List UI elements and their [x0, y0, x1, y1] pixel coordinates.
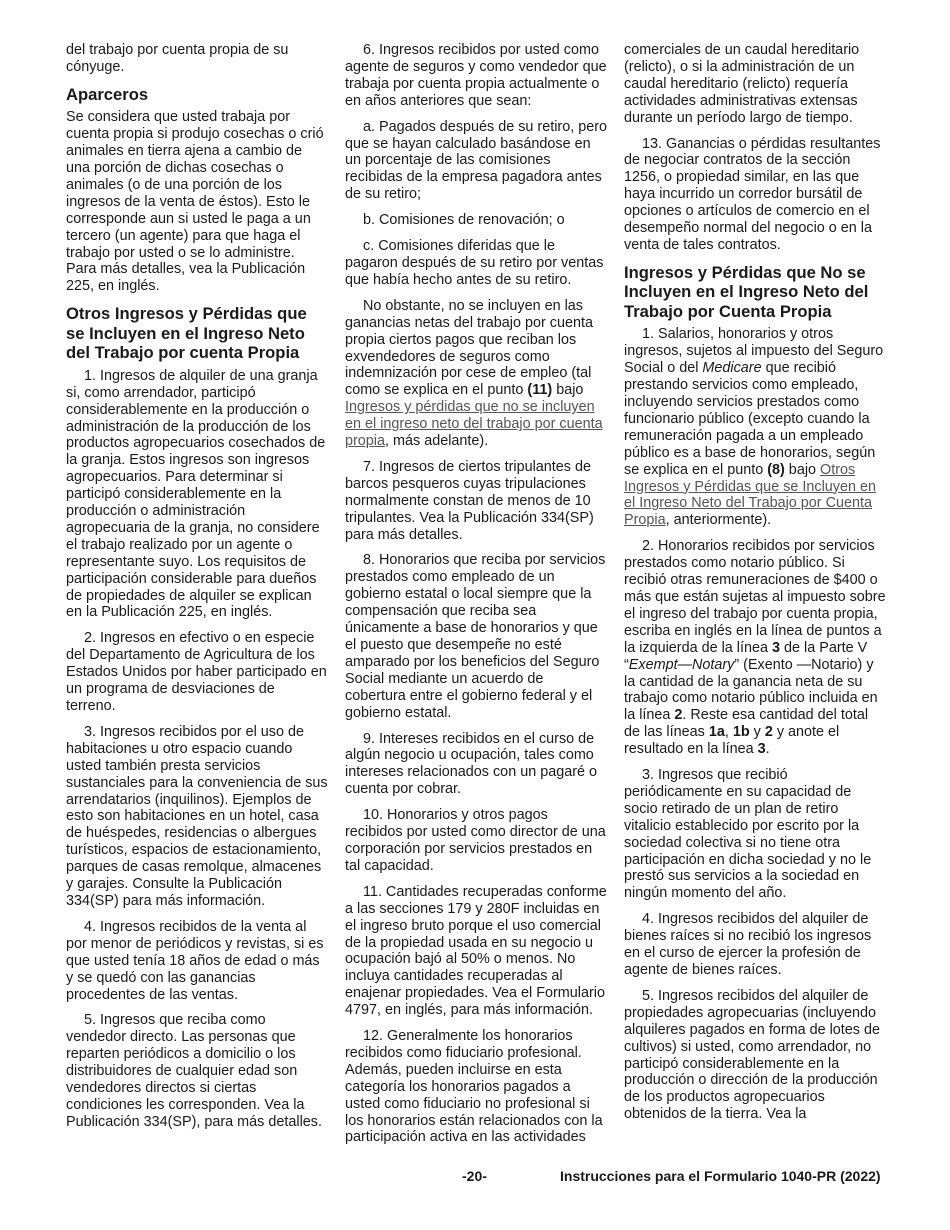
paragraph-item-6c: c. Comisiones diferidas que le pagaron después de su retiro por ventas que había hecho antes de su retiro.: [345, 238, 604, 288]
heading-aparceros: Aparceros: [66, 84, 149, 104]
link-ingresos-no-incluidos[interactable]: Ingresos y pérdidas que no se incluyen en el ingreso neto del trabajo por cuenta propia: [345, 399, 603, 450]
paragraph-item-6: 6. Ingresos recibidos por usted como agente de seguros y como vendedor que trabaja por cuenta propia actualmente o en años anteriores que sean:: [345, 42, 607, 109]
paragraph-item-4: 4. Ingresos recibidos de la venta al por menor de periódicos y revistas, si es que usted tenía 18 años de edad o más y se quedó con las ganancias procedentes de las ventas.: [66, 918, 324, 1003]
line-ref-bold: 1a: [708, 724, 725, 741]
page-number: -20-: [462, 1168, 487, 1184]
heading-otros-ingresos: Otros Ingresos y Pérdidas que se Incluyen en el Ingreso Neto del Trabajo por cuenta Propia: [66, 304, 307, 363]
paragraph-item-3: 3. Ingresos recibidos por el uso de habitaciones u otro espacio cuando usted también presta servicios sustanciales para la conveniencia de sus arrendatarios (inquilinos). Ejemplos de esto son habitaciones en un hotel, casa de huéspedes, residencias o albergues turísticos, espacios de estacionamiento, parques de casas remolque, almacenes y garajes. Consulte la Publicación 334(SP) para más información.: [66, 723, 328, 909]
item-reference-bold: (11): [527, 382, 553, 399]
column-right: [624, 42, 886, 1132]
line-ref-bold: 2: [764, 724, 773, 741]
text-run: de la Parte V “: [624, 639, 868, 673]
column-middle: [345, 42, 607, 1155]
text-run: que recibió prestando servicios como empleado, incluyendo servicios prestados como funcionario público (excepto cuando la remuneración pagada a un empleado público es a base de honorarios, según se explica en el punto: [624, 360, 876, 478]
paragraph-excluded-item-4: 4. Ingresos recibidos del alquiler de bienes raíces si no recibió los ingresos en el curso de ejercer la profesión de agente de bienes raíces.: [624, 911, 872, 978]
column-left: [66, 42, 328, 1140]
paragraph-item-7: 7. Ingresos de ciertos tripulantes de barcos pesqueros cuyas tripulaciones normalmente constan de menos de 10 tripulantes. Vea la Publicación 334(SP) para más detalles.: [345, 458, 594, 543]
text-run: , más adelante).: [385, 433, 489, 450]
text-run: ” (Exento —Notario) y la cantidad de la ganancia neta de su trabajo como notario público incluida en la línea: [624, 656, 878, 724]
text-run: No obstante, no se incluyen en las ganancias netas del trabajo por cuenta propia ciertos pagos que reciban los exvendedores de seguros como indemnización por cese de empleo (tal como se explica en el punto: [345, 297, 594, 399]
text-run: .: [765, 741, 770, 758]
paragraph-item-6a: a. Pagados después de su retiro, pero que se hayan calculado basándose en un porcentaje de las comisiones recibidas de la empresa pagadora antes de su retiro;: [345, 118, 608, 203]
text-run: 1. Salarios, honorarios y otros ingresos, sujetos al impuesto del Seguro Social o del: [624, 326, 884, 377]
paragraph-aparceros: Se considera que usted trabaja por cuenta propia si produjo cosechas o crió animales en tierra ajena a cambio de una porción de dichas cosechas o animales (o de una porción de los ingresos de la venta de éstos). Esto le corresponde aun si usted le paga a un tercero (un agente) para que haga el trabajo por usted o se lo administre. Para más detalles, vea la Publicación 225, en inglés.: [66, 109, 324, 295]
text-run: bajo: [552, 382, 584, 399]
paragraph-item-12: 12. Generalmente los honorarios recibidos como fiduciario profesional. Además, pueden incluirse en esta categoría los honorarios pagados a usted como fiduciario no profesional si los honorarios están relacionados con la participación activa en las actividades: [345, 1028, 603, 1146]
text-run: y: [749, 724, 765, 741]
paragraph-excluded-item-2: [624, 538, 886, 758]
exempt-notary-italic: Exempt—Notary: [628, 656, 735, 673]
paragraph-item-11: 11. Cantidades recuperadas conforme a las secciones 179 y 280F incluidas en el ingreso bruto porque el uso comercial de la propiedad usada en su negocio u ocupación bajó al 50% o menos. No incluya cantidades recuperadas al enajenar propiedades. Vea el Formulario 4797, en inglés, para más información.: [345, 883, 607, 1019]
paragraph-item-8: 8. Honorarios que reciba por servicios prestados como empleado de un gobierno estatal o local siempre que la compensación que reciba sea únicamente a base de honorarios y que el puesto que desempeñe no esté amparado por los beneficios del Seguro Social mediante un acuerdo de cobertura entre el gobierno federal y el gobierno estatal.: [345, 552, 606, 721]
line-ref-bold: 3: [772, 639, 781, 656]
line-ref-bold: 1b: [732, 724, 750, 741]
text-run: y anote el resultado en la línea: [624, 724, 840, 758]
paragraph-excluded-item-5: 5. Ingresos recibidos del alquiler de propiedades agropecuarias (incluyendo alquileres pagados en forma de lotes de cultivos) si usted, como arrendador, no participó considerablemente en la producción o dirección de la producción de los productos agropecuarios obtenidos de la tierra. Vea la: [624, 987, 881, 1123]
paragraph-excluded-item-1: [624, 326, 886, 529]
paragraph-no-obstante: [345, 298, 607, 450]
item-reference-bold: (8): [767, 461, 785, 478]
medicare-italic: Medicare: [702, 360, 762, 377]
text-run: . Reste esa cantidad del total de las líneas: [624, 707, 869, 741]
paragraph-item-6b: b. Comisiones de renovación; o: [363, 212, 565, 229]
text-run: bajo: [784, 461, 821, 478]
link-otros-ingresos-incluidos[interactable]: Otros Ingresos y Pérdidas que se Incluyen en el Ingreso Neto del Trabajo por Cuenta Propia: [624, 461, 876, 529]
paragraph-item-12-continued: comerciales de un caudal hereditario (relicto), o si la administración de un caudal hereditario (relicto) requería actividades administrativas extensas durante un período largo de tiempo.: [624, 42, 860, 126]
paragraph-item-2: 2. Ingresos en efectivo o en especie del Departamento de Agricultura de los Estados Unidos por haber participado en un programa de desviaciones de terreno.: [66, 630, 327, 714]
text-run: , anteriormente).: [665, 512, 772, 529]
line-ref-bold: 2: [674, 707, 683, 724]
paragraph-item-5: 5. Ingresos que reciba como vendedor directo. Las personas que reparten periódicos a domicilio o los distribuidores de cualquier edad son vendedores directos si ciertas condiciones les corresponden. Vea la Publicación 334(SP), para más detalles.: [66, 1012, 322, 1130]
paragraph-item-1: 1. Ingresos de alquiler de una granja si, como arrendador, participó considerablemente en la producción o administración de la producción de los productos agropecuarios cosechados de la granja. Estos ingresos son ingresos agropecuarios. Para determinar si participó considerablemente en la producción o administración agropecuaria de la granja, no considere el trabajo realizado por un agente o representante suyo. Los requisitos de participación considerable para dueños de propiedades de alquiler se explican en la Publicación 225, en inglés.: [66, 367, 326, 621]
paragraph-item-9: 9. Intereses recibidos en el curso de algún negocio u ocupación, tales como intereses relacionados con un pagaré o cuenta por cobrar.: [345, 730, 598, 798]
paragraph-item-10: 10. Honorarios y otros pagos recibidos por usted como director de una corporación por servicios prestados en tal capacidad.: [345, 807, 606, 874]
paragraph-item-13: 13. Ganancias o pérdidas resultantes de negociar contratos de la sección 1256, o propiedad similar, en las que haya incurrido un corredor bursátil de opciones o artículos de comercio en el desempeño normal del negocio o en la venta de tales contratos.: [624, 135, 881, 253]
footer-form-title: Instrucciones para el Formulario 1040-PR (2022): [560, 1168, 881, 1184]
paragraph-excluded-item-3: 3. Ingresos que recibió periódicamente en su capacidad de socio retirado de un plan de retiro vitalicio establecido por escrito por la sociedad colectiva si no tiene otra participación en dicha sociedad y no le prestó sus servicios a la sociedad en ningún momento del año.: [624, 767, 872, 902]
text-run: 2. Honorarios recibidos por servicios prestados como notario público. Si recibió otras remuneraciones de $400 o más que están sujetas al impuesto sobre el ingreso del trabajo por cuenta propia, escriba en inglés en la línea de puntos a la izquierda de la línea: [624, 538, 886, 656]
line-ref-bold: 3: [757, 741, 766, 758]
paragraph-intro-continued: del trabajo por cuenta propia de su cónyuge.: [66, 42, 289, 75]
heading-no-incluidos: Ingresos y Pérdidas que No se Incluyen en el Ingreso Neto del Trabajo por Cuenta Propia: [624, 262, 869, 321]
text-run: ,: [724, 724, 733, 741]
